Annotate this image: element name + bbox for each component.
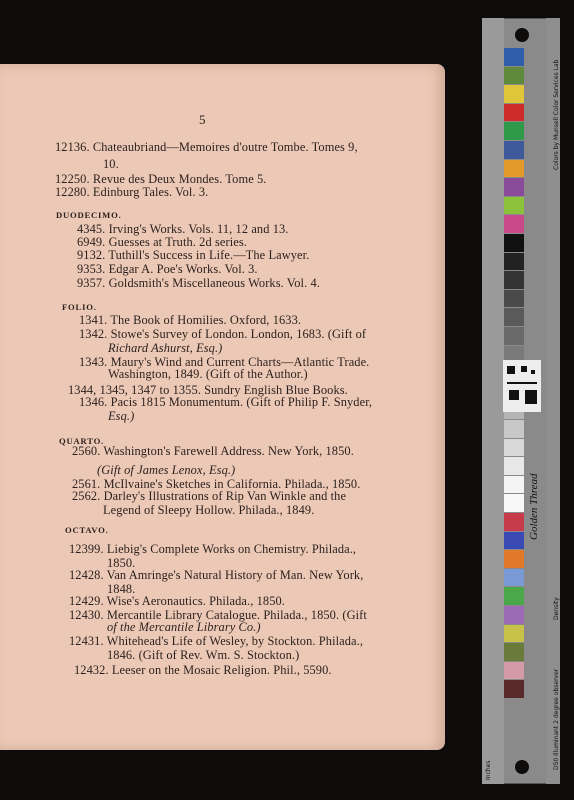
card-side-text-bottom: D50 Illuminant 2 degree observer	[553, 668, 560, 770]
catalogue-entry: 9132. Tuthill's Success in Life.—The Lawyer.	[77, 248, 310, 262]
color-swatch	[504, 550, 524, 568]
section-heading: OCTAVO.	[65, 525, 109, 535]
color-swatch	[504, 253, 524, 271]
color-swatch	[504, 215, 524, 233]
catalogue-entry: 10.	[103, 157, 119, 171]
catalogue-entry: Legend of Sleepy Hollow. Philada., 1849.	[103, 503, 315, 517]
section-heading: FOLIO.	[62, 302, 97, 312]
catalogue-entry: 2561. McIlvaine's Sketches in California. Philada., 1850.	[72, 477, 361, 491]
color-swatch	[504, 290, 524, 308]
catalogue-entry: 12430. Mercantile Library Catalogue. Philada., 1850. (Gift	[69, 608, 367, 622]
catalogue-entry: 1846. (Gift of Rev. Wm. S. Stockton.)	[107, 648, 300, 662]
catalogue-entry: Richard Ashurst, Esq.)	[108, 341, 223, 355]
color-swatch	[504, 643, 524, 661]
color-swatch	[504, 122, 524, 140]
catalogue-entry: 1343. Maury's Wind and Current Charts—Atlantic Trade.	[79, 355, 370, 369]
card-hole-bottom	[515, 760, 529, 774]
catalogue-entry: 9357. Goldsmith's Miscellaneous Works. Vol. 4.	[77, 276, 320, 290]
inches-label: Inches	[485, 760, 492, 780]
catalogue-entry: 1341. The Book of Homilies. Oxford, 1633.	[79, 313, 302, 327]
color-swatch	[504, 104, 524, 122]
card-side-text-top: Colors by Munsell Color Services Lab	[553, 59, 560, 170]
catalogue-entry: 12136. Chateaubriand—Memoires d'outre Tombe. Tomes 9,	[55, 140, 358, 154]
section-heading: QUARTO.	[59, 436, 105, 446]
color-swatch	[504, 197, 524, 215]
catalogue-entry: 1344, 1345, 1347 to 1355. Sundry English Blue Books.	[68, 383, 348, 397]
brand-label: Golden Thread	[528, 473, 540, 540]
catalogue-entry: 2560. Washington's Farewell Address. New York, 1850.	[72, 444, 354, 458]
color-swatch	[504, 178, 524, 196]
color-swatch	[504, 606, 524, 624]
catalogue-entry: 12428. Van Amringe's Natural History of Man. New York,	[69, 568, 364, 582]
color-swatch	[504, 476, 524, 494]
density-label: Density	[553, 597, 560, 620]
color-swatch	[504, 532, 524, 550]
color-swatch	[504, 85, 524, 103]
color-swatch	[504, 513, 524, 531]
catalogue-entry: 6949. Guesses at Truth. 2d series.	[77, 235, 247, 249]
catalogue-entry: Washington, 1849. (Gift of the Author.)	[108, 367, 308, 381]
color-swatch	[504, 48, 524, 66]
color-swatch	[504, 160, 524, 178]
page-number: 5	[199, 112, 206, 127]
catalogue-entry: 4345. Irving's Works. Vols. 11, 12 and 13.	[77, 222, 289, 236]
color-swatch	[504, 141, 524, 159]
catalogue-entry: 1346. Pacis 1815 Monumentum. (Gift of Philip F. Snyder,	[79, 395, 373, 409]
color-swatch	[504, 569, 524, 587]
catalogue-entry: 12399. Liebig's Complete Works on Chemistry. Philada.,	[69, 542, 357, 556]
catalogue-entry: 12431. Whitehead's Life of Wesley, by Stockton. Philada.,	[69, 634, 364, 648]
color-swatch	[504, 308, 524, 326]
color-swatch	[504, 234, 524, 252]
catalogue-entry: 12250. Revue des Deux Mondes. Tome 5.	[55, 172, 267, 186]
color-swatch	[504, 680, 524, 698]
color-swatch	[504, 587, 524, 605]
catalogue-entry: 12280. Edinburg Tales. Vol. 3.	[55, 185, 209, 199]
color-swatch	[504, 457, 524, 475]
color-swatch	[504, 420, 524, 438]
ruler-strip	[482, 18, 504, 784]
color-swatch	[504, 271, 524, 289]
card-hole-top	[515, 28, 529, 42]
resolution-target	[503, 360, 541, 412]
catalogue-entry: 1342. Stowe's Survey of London. London, 1683. (Gift of	[79, 327, 367, 341]
catalogue-entry: 2562. Darley's Illustrations of Rip Van Winkle and the	[72, 489, 347, 503]
catalogue-entry: 1850.	[107, 556, 136, 570]
catalogue-entry: 12429. Wise's Aeronautics. Philada., 1850.	[69, 594, 285, 608]
color-swatch	[504, 494, 524, 512]
catalogue-entry: 12432. Leeser on the Mosaic Religion. Phil., 5590.	[74, 663, 332, 677]
section-heading: DUODECIMO.	[56, 210, 122, 220]
catalogue-entry: Esq.)	[108, 409, 135, 423]
catalogue-entry: of the Mercantile Library Co.)	[107, 620, 261, 634]
catalogue-entry: 9353. Edgar A. Poe's Works. Vol. 3.	[77, 262, 258, 276]
color-swatch	[504, 67, 524, 85]
color-swatch	[504, 625, 524, 643]
catalogue-entry: (Gift of James Lenox, Esq.)	[97, 463, 236, 477]
color-swatch	[504, 439, 524, 457]
color-swatch	[504, 662, 524, 680]
color-swatch	[504, 327, 524, 345]
catalogue-entry: 1848.	[107, 582, 136, 596]
